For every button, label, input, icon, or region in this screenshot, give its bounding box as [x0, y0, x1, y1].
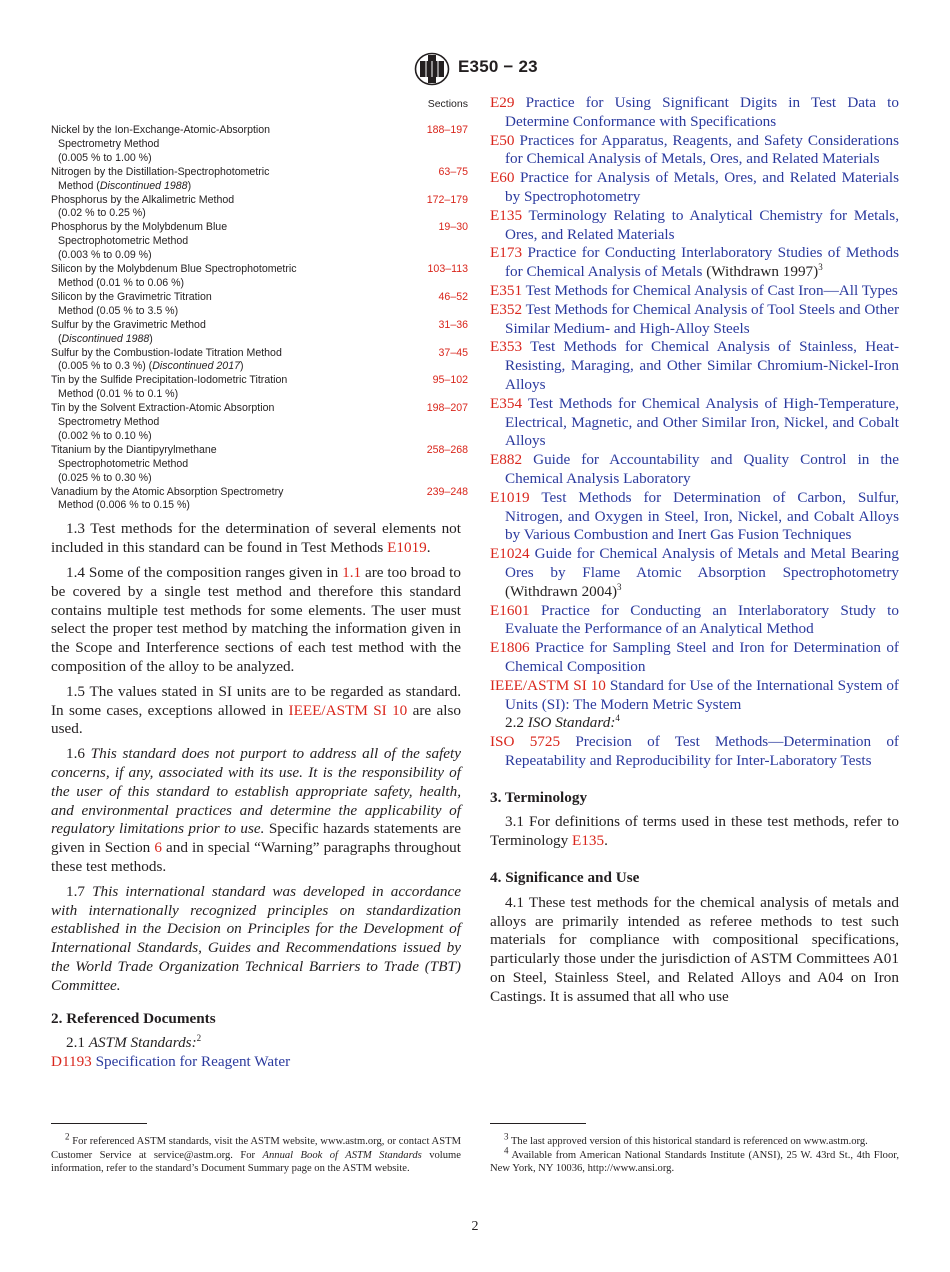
footnote-3: $^3$ The last approved version of this historical standard is referenced on www.astm.org. — [504, 1131, 868, 1147]
ref-e1806[interactable]: E1806 Practice for Sampling Steel and Iron for Determination of Chemical Composition — [490, 639, 899, 675]
section-range-link[interactable]: 31–36 — [438, 318, 468, 331]
section-range-link[interactable]: 63–75 — [438, 165, 468, 178]
document-id: E350 − 23 — [458, 57, 538, 76]
paragraph-3-1: 3.1 For definitions of terms used in these test methods, refer to Terminology E135. — [490, 813, 899, 850]
section-range-link[interactable]: 239–248 — [426, 485, 468, 498]
footnote-4: $^4$ Available from American National Standards Institute (ANSI), 25 W. 43rd St., 4th Floor, New York, NY 10036, http://www.ansi.org. — [490, 1145, 899, 1175]
link-section-1-1[interactable]: 1.1 — [342, 563, 362, 581]
footnote-rule-right — [490, 1123, 586, 1124]
table-row: Vanadium by the Atomic Absorption Spectrometry Method (0.006 % to 0.15 %) 239–248 — [51, 485, 468, 512]
link-e135[interactable]: E135 — [572, 832, 605, 850]
paragraph-4-1: 4.1 These test methods for the chemical analysis of metals and alloys are primarily intended as referee methods to test such materials for compliance with compositional specifications, particularly those under the jurisdiction of ASTM Committees A01 on Steel, Stainless Steel, and Related Alloys and A04 on Iron Castings. It is assumed that all who use — [490, 893, 899, 1005]
table-row: Tin by the Sulfide Precipitation-Iodometric Titration Method (0.01 % to 0.1 %) 95–102 — [51, 374, 468, 401]
reference-list — [490, 94, 899, 714]
page-header — [0, 52, 950, 86]
heading-referenced-documents: 2. Referenced Documents — [51, 1009, 216, 1027]
ref-e1601[interactable]: E1601 Practice for Conducting an Interlaboratory Study to Evaluate the Performance of an Analytical Method — [490, 601, 899, 638]
section-range-link[interactable]: 258–268 — [426, 443, 468, 456]
table-row: Phosphorus by the Molybdenum Blue Spectrophotometric Method (0.003 % to 0.09 %) 19–30 — [51, 221, 468, 262]
paragraph-2-2: 2.2 ISO Standard:$^4$ — [505, 713, 620, 732]
section-range-link[interactable]: 37–45 — [438, 346, 468, 359]
paragraph-1-5: 1.5 The values stated in SI units are to be regarded as standard. In some cases, exceptions allowed in IEEE/ASTM SI 10 are also used. — [51, 682, 461, 738]
section-range-link[interactable]: 19–30 — [438, 221, 468, 234]
ref-e351[interactable]: E351 Test Methods for Chemical Analysis of Cast Iron—All Types — [490, 281, 898, 299]
footnote-rule-left — [51, 1123, 147, 1124]
paragraph-1-3: 1.3 Test methods for the determination of several elements not included in this standard can be found in Test Methods E1019. — [51, 520, 461, 557]
ref-e882[interactable]: E882 Guide for Accountability and Quality Control in the Chemical Analysis Laboratory — [490, 451, 899, 487]
paragraph-1-4: 1.4 Some of the composition ranges given in 1.1 are too broad to be covered by a single test method and therefore this standard contains multiple test methods for some elements. The user must select the proper test method by matching the information given in the Scope and Interference sections of each test method with the composition of the alloy to be analyzed. — [51, 563, 461, 675]
table-row: Silicon by the Gravimetric Titration Method (0.05 % to 3.5 %) 46–52 — [51, 290, 468, 317]
ref-e353[interactable]: E353 Test Methods for Chemical Analysis of Stainless, Heat-Resisting, Maraging, and Other Similar Chromium-Nickel-Iron Alloys — [490, 338, 899, 393]
ref-d1193[interactable]: D1193 Specification for Reagent Water — [51, 1053, 291, 1071]
paragraph-1-7: 1.7 This international standard was developed in accordance with internationally recognized principles on standardization established in the Decision on Principles for the Development of International Standards, Guides and Recommendations issued by the World Trade Organization Technical Barriers to Trade (TBT) Committee. — [51, 882, 462, 994]
ref-e1024[interactable]: E1024 Guide for Chemical Analysis of Metals and Metal Bearing Ores by Flame Atomic Absorption Spectrophotometry (Withdrawn 2004)$^3$ — [490, 545, 899, 600]
section-range-link[interactable]: 172–179 — [426, 193, 468, 206]
section-range-link[interactable]: 188–197 — [426, 124, 468, 136]
section-range-link[interactable]: 103–113 — [427, 263, 468, 276]
heading-significance-and-use: 4. Significance and Use — [490, 869, 640, 887]
ref-e173[interactable]: E173 Practice for Conducting Interlaboratory Studies of Methods for Chemical Analysis of Metals (Withdrawn 1997)$^3$ — [490, 244, 899, 281]
table-row: Sulfur by the Combustion-Iodate Titration Method (0.005 % to 0.3 %) (Discontinued 2017) 37–45 — [51, 346, 468, 373]
table-row: Silicon by the Molybdenum Blue Spectrophotometric Method (0.01 % to 0.06 %) 103–113 — [51, 263, 468, 289]
heading-terminology: 3. Terminology — [490, 788, 588, 806]
astm-logo-icon — [414, 52, 450, 86]
ref-e354[interactable]: E354 Test Methods for Chemical Analysis of High-Temperature, Electrical, Magnetic, and Other Similar Iron, Nickel, and Cobalt Alloys — [490, 394, 899, 450]
table-row: Titanium by the Diantipyrylmethane Spectrophotometric Method (0.025 % to 0.30 %) 258–268 — [51, 443, 468, 484]
page-number: 2 — [471, 1219, 479, 1234]
right-column — [490, 94, 899, 1013]
link-ieee-astm-si-10[interactable]: IEEE/ASTM SI 10 — [288, 701, 408, 719]
ref-e352[interactable]: E352 Test Methods for Chemical Analysis of Tool Steels and Other Similar Medium- and High-Alloy Steels — [490, 300, 900, 337]
table-row: Phosphorus by the Alkalimetric Method (0.02 % to 0.25 %) 172–179 — [51, 193, 468, 220]
paragraph-1-6: 1.6 This standard does not purport to address all of the safety concerns, if any, associated with its use. It is the responsibility of the user of this standard to establish appropriate safety, health, and environmental practices and determine the applicability of regulatory limitations prior to use. Specific hazards statements are given in Section 6 and in special “Warning” paragraphs throughout these test methods. — [51, 745, 462, 875]
table-row: Sulfur by the Gravimetric Method (Discontinued 1988) 31–36 — [51, 318, 468, 345]
scope-table — [51, 124, 468, 513]
footnotes-3-4 — [490, 1131, 899, 1176]
link-e1019[interactable]: E1019 — [387, 539, 427, 557]
left-column — [51, 94, 468, 1072]
paragraph-2-1: 2.1 ASTM Standards:$^2$ — [66, 1033, 202, 1052]
footnote-2: $^2$ For referenced ASTM standards, visit the ASTM website, www.astm.org, or contact ASTM Customer Service at service@astm.org. For Annual Book of ASTM Standards volume information, refer to the standard’s Document Summary page on the ASTM website. — [51, 1131, 461, 1175]
ref-iso-5725[interactable]: ISO 5725 Precision of Test Methods—Determination of Repeatability and Reproducibility for Inter-Laboratory Tests — [490, 733, 899, 769]
table-row: Tin by the Solvent Extraction-Atomic Absorption Spectrometry Method (0.002 % to 0.10 %) 198–207 — [51, 402, 468, 442]
section-range-link[interactable]: 95–102 — [432, 374, 468, 387]
ref-e50[interactable]: E50 Practices for Apparatus, Reagents, and Safety Considerations for Chemical Analysis of Metals, Ores, and Related Materials — [490, 131, 899, 168]
ref-ieee-astm-si-10[interactable]: IEEE/ASTM SI 10 Standard for Use of the International System of Units (SI): The Modern Metric System — [490, 676, 899, 713]
section-range-link[interactable]: 46–52 — [438, 290, 468, 303]
sections-header: Sections — [427, 98, 468, 110]
table-row: Nickel by the Ion-Exchange-Atomic-Absorption Spectrometry Method (0.005 % to 1.00 %) 188–197 — [51, 124, 468, 164]
section-range-link[interactable]: 198–207 — [426, 402, 468, 415]
link-section-6[interactable]: 6 — [154, 839, 162, 857]
ref-e1019[interactable]: E1019 Test Methods for Determination of Carbon, Sulfur, Nitrogen, and Oxygen in Steel, Iron, Nickel, and Cobalt Alloys by Various Combustion and Inert Gas Fusion Techniques — [490, 488, 899, 544]
table-row: Nitrogen by the Distillation-Spectrophotometric Method (Discontinued 1988) 63–75 — [51, 165, 468, 192]
ref-e60[interactable]: E60 Practice for Analysis of Metals, Ores, and Related Materials by Spectrophotometry — [490, 169, 899, 205]
ref-e135[interactable]: E135 Terminology Relating to Analytical Chemistry for Metals, Ores, and Related Materials — [490, 206, 899, 243]
ref-e29[interactable]: E29 Practice for Using Significant Digits in Test Data to Determine Conformance with Specifications — [490, 94, 899, 130]
